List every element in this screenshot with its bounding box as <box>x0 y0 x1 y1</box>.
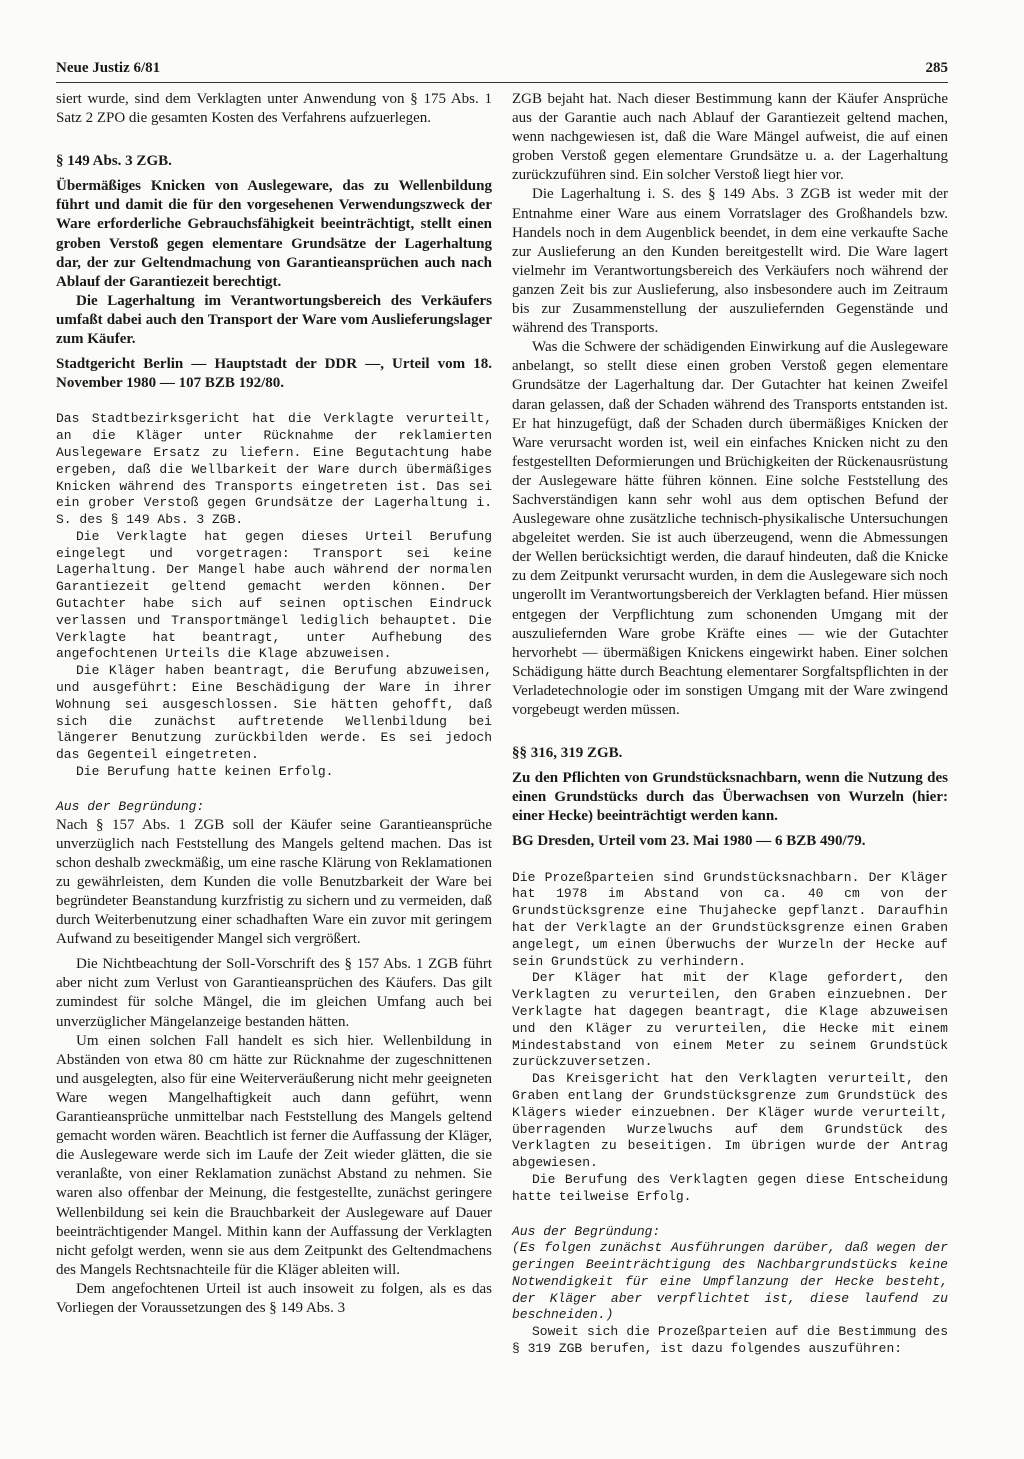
reasons-paragraph: Dem angefochtenen Urteil ist auch insoweit zu folgen, als es das Vorliegen der Voraussetzungen des § 149 Abs. 3 <box>56 1280 492 1316</box>
right-column <box>512 90 948 1358</box>
paragraph: siert wurde, sind dem Verklagten unter Anwendung von § 175 Abs. 1 Satz 2 ZPO die gesamten Kosten des Verfahrens aufzuerlegen. <box>56 91 492 127</box>
headnote: Übermäßiges Knicken von Auslegeware, das zu Wellenbildung führt und damit die für den vorgesehenen Verwendungszweck der Ware erforderliche Gebrauchsfähigkeit beeinträchtigt, stellt einen groben Verstoß gegen elementare Grundsätze der Lagerhaltung dar, der zur Geltendmachung von Garantieansprüchen auch nach Ablauf der Garantiezeit berechtigt. <box>56 178 492 290</box>
left-column <box>56 90 492 1318</box>
facts-paragraph: Die Verklagte hat gegen dieses Urteil Berufung eingelegt und vorgetragen: Transport sei keine Lagerhaltung. Der Mangel habe auch während der normalen Garantiezeit geltend gemacht werden können. Der Gutachter habe sich auf seinen optischen Eindruck verlassen und Transportmängel lediglich behauptet. Die Verklagte hat beantragt, unter Aufhebung des angefochtenen Urteils die Klage abzuweisen. <box>56 528 492 662</box>
running-header <box>56 60 948 82</box>
reasons-paragraph: Soweit sich die Prozeßparteien auf die Bestimmung des § 319 ZGB berufen, ist dazu folgendes auszuführen: <box>512 1324 948 1357</box>
facts-paragraph: Die Kläger haben beantragt, die Berufung abzuweisen, und ausgeführt: Eine Beschädigung der Ware in ihrer Wohnung sei ausgeschlossen. Sie hätten gehofft, daß sich die zunächst auftretende Wellenbildung bei längerer Benutzung zurückbilden werde. Es sei jedoch das Gegenteil eingetreten. <box>56 663 492 763</box>
court-citation: BG Dresden, Urteil vom 23. Mai 1980 — 6 BZB 490/79. <box>512 833 866 850</box>
facts-paragraph: Die Berufung hatte keinen Erfolg. <box>76 764 334 780</box>
case-heading: § 149 Abs. 3 ZGB. <box>56 153 172 170</box>
headnote: Zu den Pflichten von Grundstücksnachbarn, wenn die Nutzung des einen Grundstücks durch das Überwachsen von Wurzeln (hier: einer Hecke) beeinträchtigt werden kann. <box>512 770 948 825</box>
reasons-paragraph: Nach § 157 Abs. 1 ZGB soll der Käufer seine Garantieansprüche unverzüglich nach Feststellung des Mangels geltend machen. Das ist schon deshalb zweckmäßig, um eine rasche Klärung von Reklamationen zu gewährleisten, dem Kunden die volle Benutzbarkeit der Ware bei begründeter Beanstandung kurzfristig zu sichern und zu vermeiden, daß durch Weiterbenutzung einer schadhaften Ware ein zuvor mit geringem Aufwand zu beseitigender Mangel sich vergrößert. <box>56 816 492 948</box>
reasons-paragraph: Die Nichtbeachtung der Soll-Vorschrift des § 157 Abs. 1 ZGB führt aber nicht zum Verlust von Garantieansprüchen des Käufers. Das gilt zumindest für solche Mängel, die im gleichen Umfang auch bei unverzüglicher Mängelanzeige bestanden hätten. <box>56 956 492 1030</box>
headnote: Die Lagerhaltung im Verantwortungsbereich des Verkäufers umfaßt dabei auch den Transport der Ware vom Auslieferungslager zum Käufer. <box>56 292 492 348</box>
paragraph: Was die Schwere der schädigenden Einwirkung auf die Auslegeware anbelangt, so stellt diese einen groben Verstoß gegen elementare Grundsätze der Lagerhaltung dar. Der Gutachter hat keinen Zweifel daran gelassen, daß der Schaden während des Transports entstanden ist. Er hat hinzugefügt, daß der Schaden durch übermäßiges Knicken der Ware verursacht worden ist, weil ein einfaches Knicken nicht zu den festgestellten Deformierungen und Brüchigkeiten der Rückenausrüstung der Auslegeware hätte führen können. Eine solche Feststellung des Sachverständigen kann sehr wohl aus dem optischen Befund der Auslegeware ohne zusätzliche technisch-physikalische Untersuchungen abgeleitet werden. Sie ist auch überzeugend, wenn die Abmessungen der Wellen berücksichtigt werden, die darauf hindeuten, daß die Knicke zu dem Zeitpunkt verursacht wurden, in dem die Auslegeware sich noch ungerollt im Verantwortungsbereich der Verklagten befand. Hier müssen entgegen der Verpflichtung zum schonenden Umgang mit der auszuliefernden Ware grobe Kräfte eines — wie der Gutachter hervorhebt — übermäßigen Knickens eingewirkt haben. Einer solchen Schädigung hätte durch Beachtung elementarer Sorgfaltspflichten in der Verladetechnologie oder im sonstigen Umgang mit der Ware zwingend vorgebeugt werden müssen. <box>512 339 948 718</box>
editorial-note: (Es folgen zunächst Ausführungen darüber, daß wegen der geringen Beeinträchtigung des Nachbargrundstücks keine Notwendigkeit für eine Umpflanzung der Hecke besteht, der Kläger aber verpflichtet ist, diese laufend zu beschneiden.) <box>512 1240 948 1323</box>
court-citation: Stadtgericht Berlin — Hauptstadt der DDR —, Urteil vom 18. November 1980 — 107 BZB 192/80. <box>56 356 492 392</box>
facts-paragraph: Der Kläger hat mit der Klage gefordert, den Verklagten zu verurteilen, den Graben einzuebnen. Der Verklagte hat dagegen beantragt, die Klage abzuweisen und den Kläger zu verurteilen, die Hecke mit einem Mindestabstand von einem Meter zu seinem Grundstück zurückzuversetzen. <box>512 970 948 1070</box>
facts-paragraph: Die Berufung des Verklagten gegen diese Entscheidung hatte teilweise Erfolg. <box>512 1171 948 1204</box>
case-heading: §§ 316, 319 ZGB. <box>512 745 623 762</box>
journal-issue: Neue Justiz 6/81 <box>56 60 161 76</box>
header-rule <box>56 82 948 83</box>
paragraph: ZGB bejaht hat. Nach dieser Bestimmung kann der Käufer Ansprüche aus der Garantie auch nach Ablauf der Garantiezeit geltend machen, wenn nachgewiesen ist, daß die Ware Mängel aufweist, die auf einen groben Verstoß gegen elementare Grundsätze u. a. der Lagerhaltung zurückzuführen sind. Ein solcher Verstoß liegt hier vor. <box>512 91 948 184</box>
facts-paragraph: Das Stadtbezirksgericht hat die Verklagte verurteilt, an die Kläger unter Rücknahme der reklamierten Auslegeware Ersatz zu liefern. Eine Begutachtung habe ergeben, daß die Wellbarkeit der Ware durch übermäßiges Knicken während des Transports eingetreten ist. Das sei ein grober Verstoß gegen Grundsätze der Lagerhaltung i. S. des § 149 Abs. 3 ZGB. <box>56 411 492 528</box>
facts-paragraph: Das Kreisgericht hat den Verklagten verurteilt, den Graben entlang der Grundstücksgrenze zum Grundstück des Klägers wieder einzuebnen. Der Kläger wurde verurteilt, überragenden Wurzelwuchs auf dem Grundstück des Verklagten zu beseitigen. Im übrigen wurde der Antrag abgewiesen. <box>512 1071 948 1171</box>
page-number: 285 <box>925 60 948 76</box>
paragraph: Die Lagerhaltung i. S. des § 149 Abs. 3 ZGB ist weder mit der Entnahme einer Ware aus einem Vorratslager des Großhandels bzw. Handels noch in dem Augenblick beendet, in dem eine verkaufte Sache zur Auslieferung an den Kunden bereitgestellt wird. Die Ware lagert vielmehr im Verantwortungsbereich des Verkäufers noch während der ganzen Zeit bis zur Auslieferung, also insbesondere auch im Zeitraum bis zur Zusammenstellung der auszuliefernden Gegenstände und während des Transports. <box>512 186 948 337</box>
reasons-label: Aus der Begründung: <box>512 1223 661 1239</box>
facts-paragraph: Die Prozeßparteien sind Grundstücksnachbarn. Der Kläger hat 1978 im Abstand von ca. 40 cm von der Grundstücksgrenze eine Thujahecke gepflanzt. Daraufhin hat der Verklagte an der Grundstücksgrenze einen Graben angelegt, um einen Überwuchs der Wurzeln der Hecke auf sein Grundstück zu verhindern. <box>512 869 948 969</box>
reasons-paragraph: Um einen solchen Fall handelt es sich hier. Wellenbildung in Abständen von etwa 80 cm hätte zur Rücknahme der zugeschnittenen und ausgelegten, also für eine Weiterveräußerung nicht mehr geeigneten Ware wegen Mangelhaftigkeit auch dann geführt, wenn Garantieansprüche unmittelbar nach Feststellung des Mangels geltend gemacht worden wären. Beachtlich ist ferner die Auffassung der Kläger, die Auslegeware werde sich im Laufe der Zeit wieder glätten, die sie veranlaßte, von einer Reklamation zunächst Abstand zu nehmen. Sie waren also offenbar der Meinung, die festgestellte, zunächst geringere Wellenbildung sei kein die Brauchbarkeit der Auslegeware auf Dauer beeinträchtigender Mangel. Mithin kann der Auffassung der Verklagten nicht gefolgt werden, wenn sie aus dem Zeitpunkt des Geltendmachens des Mangels Rechtsnachteile für die Kläger ableiten will. <box>56 1032 492 1278</box>
reasons-label: Aus der Begründung: <box>56 798 205 814</box>
